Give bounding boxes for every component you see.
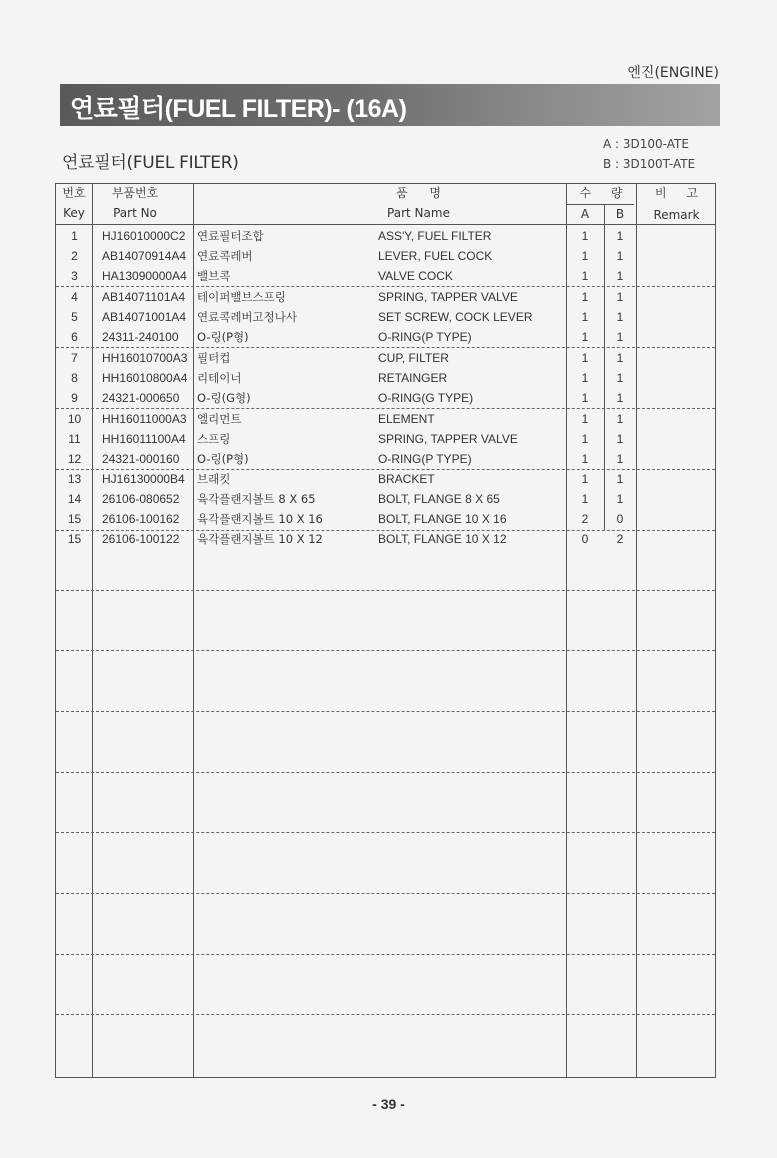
table-row — [56, 429, 715, 449]
row-qty-b: 1 — [616, 290, 624, 304]
row-qty-a: 1 — [581, 432, 589, 446]
row-part-no: 26106-100162 — [102, 512, 180, 526]
row-key: 15 — [67, 512, 82, 526]
row-part-no: HH16010800A4 — [102, 371, 188, 385]
row-name-en: BOLT, FLANGE 10 X 16 — [378, 512, 507, 526]
row-key: 13 — [67, 472, 82, 486]
row-name-kr: 브래킷 — [197, 472, 231, 486]
group-divider — [56, 772, 715, 773]
row-part-no: 24321-000650 — [102, 391, 180, 405]
row-name-kr: 리테이너 — [197, 371, 242, 385]
row-name-en: SPRING, TAPPER VALVE — [378, 432, 518, 446]
table-row — [56, 388, 715, 408]
row-name-kr: 연료콕레버고정나사 — [197, 310, 297, 324]
row-key: 6 — [71, 330, 78, 344]
row-key: 12 — [67, 452, 82, 466]
row-name-en: LEVER, FUEL COCK — [378, 249, 493, 263]
table-row — [56, 509, 715, 529]
header-remark-kr: 비 고 — [655, 186, 698, 200]
table-row — [56, 529, 715, 549]
row-part-no: HH16011000A3 — [102, 412, 187, 426]
table-row — [56, 307, 715, 327]
group-divider — [56, 893, 715, 894]
row-name-kr: O-링(P형) — [197, 330, 249, 344]
row-key: 11 — [68, 432, 81, 446]
row-part-no: 24321-000160 — [102, 452, 180, 466]
row-name-en: BRACKET — [378, 472, 435, 486]
header-key-en: Key — [63, 206, 85, 220]
row-name-en: CUP, FILTER — [378, 351, 449, 365]
table-row — [56, 489, 715, 509]
row-part-no: 26106-080652 — [102, 492, 180, 506]
row-qty-b: 1 — [616, 412, 624, 426]
row-qty-b: 0 — [616, 512, 624, 526]
row-qty-b: 2 — [616, 532, 624, 546]
row-name-en: SPRING, TAPPER VALVE — [378, 290, 518, 304]
row-name-kr: 필터컵 — [197, 351, 231, 365]
row-key: 1 — [71, 229, 78, 243]
group-divider — [56, 954, 715, 955]
row-name-en: ASS'Y, FUEL FILTER — [378, 229, 492, 243]
header-qty-a: A — [580, 207, 590, 221]
row-qty-a: 1 — [581, 492, 589, 506]
row-qty-b: 1 — [616, 269, 624, 283]
row-part-no: HA13090000A4 — [102, 269, 187, 283]
row-key: 5 — [71, 310, 78, 324]
page-title: 연료필터(FUEL FILTER)- (16A) — [70, 95, 407, 123]
row-qty-b: 1 — [616, 229, 624, 243]
row-name-kr: 밸브콕 — [197, 269, 231, 283]
table-row — [56, 409, 715, 429]
row-qty-a: 1 — [581, 330, 589, 344]
row-qty-a: 1 — [581, 310, 589, 324]
row-part-no: HH16010700A3 — [102, 351, 188, 365]
table-row — [56, 287, 715, 307]
row-part-no: 26106-100122 — [102, 532, 180, 546]
row-name-en: ELEMENT — [378, 412, 435, 426]
row-qty-b: 1 — [616, 452, 624, 466]
row-name-kr: O-링(G형) — [197, 391, 251, 405]
row-qty-b: 1 — [616, 310, 624, 324]
row-qty-b: 1 — [616, 330, 624, 344]
row-name-en: SET SCREW, COCK LEVER — [378, 310, 533, 324]
row-qty-a: 1 — [581, 249, 589, 263]
row-name-en: O-RING(P TYPE) — [378, 452, 472, 466]
row-qty-b: 1 — [616, 391, 624, 405]
row-qty-a: 0 — [581, 532, 589, 546]
header-part-no-en: Part No — [113, 206, 157, 220]
row-name-kr: 육각플랜지볼트 10 X 12 — [197, 532, 323, 546]
table-row — [56, 348, 715, 368]
group-divider — [56, 711, 715, 712]
header-remark-en: Remark — [653, 208, 700, 222]
row-name-kr: 육각플랜지볼트 10 X 16 — [197, 512, 323, 526]
table-row — [56, 327, 715, 347]
row-key: 8 — [71, 371, 78, 385]
row-key: 2 — [71, 249, 78, 263]
row-qty-a: 2 — [581, 512, 589, 526]
row-key: 9 — [71, 391, 78, 405]
row-qty-b: 1 — [616, 351, 624, 365]
row-name-kr: 연료콕레버 — [197, 249, 253, 263]
row-name-en: BOLT, FLANGE 8 X 65 — [378, 492, 500, 506]
table-row — [56, 246, 715, 266]
row-key: 14 — [67, 492, 82, 506]
row-qty-a: 1 — [581, 371, 589, 385]
header-name-kr: 품 명 — [396, 186, 441, 200]
row-key: 10 — [67, 412, 82, 426]
row-name-kr: O-링(P형) — [197, 452, 249, 466]
header-qty-kr: 수 량 — [579, 186, 623, 200]
table-row — [56, 449, 715, 469]
table-row — [56, 368, 715, 388]
title-bar — [60, 84, 720, 126]
table-row — [56, 226, 715, 246]
row-name-kr: 엘리먼트 — [197, 412, 242, 426]
row-part-no: HH16011100A4 — [102, 432, 186, 446]
row-key: 15 — [67, 532, 82, 546]
row-name-en: O-RING(G TYPE) — [378, 391, 474, 405]
row-qty-a: 1 — [581, 229, 589, 243]
row-name-kr: 육각플랜지볼트 8 X 65 — [197, 492, 316, 506]
row-qty-b: 1 — [616, 472, 624, 486]
header-part-no-kr: 부품번호 — [111, 186, 159, 200]
row-qty-a: 1 — [581, 351, 589, 365]
row-qty-a: 1 — [581, 269, 589, 283]
row-part-no: HJ16010000C2 — [102, 229, 186, 243]
parts-table — [55, 183, 716, 1078]
page-number: - 39 - — [372, 1096, 405, 1112]
model-b-label: B : 3D100T-ATE — [603, 157, 696, 171]
row-key: 7 — [71, 351, 78, 365]
row-qty-b: 1 — [616, 492, 624, 506]
row-name-en: VALVE COCK — [378, 269, 453, 283]
row-name-kr: 연료필터조합 — [197, 229, 264, 243]
row-part-no: AB14070914A4 — [102, 249, 187, 263]
row-key: 4 — [71, 290, 78, 304]
row-name-kr: 스프링 — [197, 432, 231, 446]
row-name-en: RETAINGER — [378, 371, 448, 385]
table-row — [56, 266, 715, 286]
group-divider — [56, 1014, 715, 1015]
row-name-en: BOLT, FLANGE 10 X 12 — [378, 532, 507, 546]
header-bottom-line — [56, 224, 715, 225]
row-name-en: O-RING(P TYPE) — [378, 330, 472, 344]
section-subtitle: 연료필터(FUEL FILTER) — [62, 153, 239, 173]
row-qty-b: 1 — [616, 432, 624, 446]
row-qty-a: 1 — [581, 472, 589, 486]
row-part-no: 24311-240100 — [102, 330, 179, 344]
group-divider — [56, 832, 715, 833]
row-part-no: HJ16130000B4 — [102, 472, 185, 486]
group-divider — [56, 590, 715, 591]
section-label: 엔진(ENGINE) — [627, 65, 719, 81]
row-key: 3 — [71, 269, 78, 283]
row-qty-a: 1 — [581, 412, 589, 426]
row-qty-a: 1 — [581, 452, 589, 466]
row-qty-a: 1 — [581, 391, 589, 405]
header-key-kr: 번호 — [62, 186, 86, 200]
header-name-en: Part Name — [387, 206, 450, 220]
row-name-kr: 테이퍼밸브스프링 — [197, 290, 286, 304]
header-qty-b: B — [615, 207, 625, 221]
row-part-no: AB14071101A4 — [102, 290, 186, 304]
table-row — [56, 469, 715, 489]
row-qty-b: 1 — [616, 249, 624, 263]
row-part-no: AB14071001A4 — [102, 310, 187, 324]
group-divider — [56, 650, 715, 651]
row-qty-b: 1 — [616, 371, 624, 385]
row-qty-a: 1 — [581, 290, 589, 304]
model-a-label: A : 3D100-ATE — [603, 137, 689, 151]
